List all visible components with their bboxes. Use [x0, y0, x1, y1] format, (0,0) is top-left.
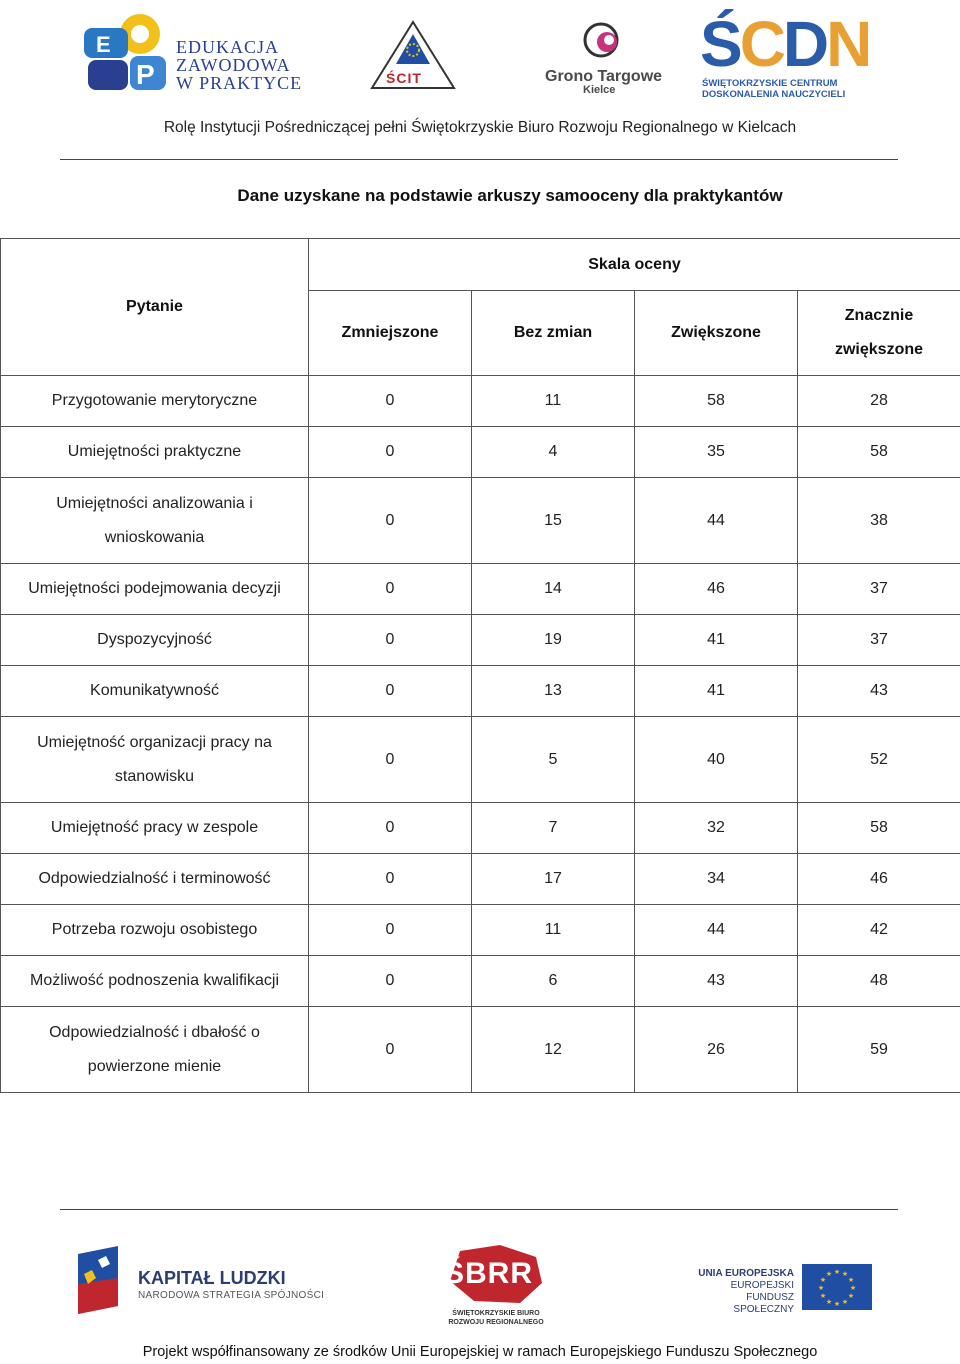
value-cell: 46: [798, 854, 960, 905]
scdn-letter-d: D: [782, 8, 827, 80]
value-cell: 37: [798, 564, 960, 615]
table-row: [1, 717, 960, 803]
ezp-line-2: ZAWODOWA: [176, 55, 291, 75]
question-cell: Dyspozycyjność: [1, 615, 309, 666]
value-cell: 0: [309, 803, 472, 854]
svg-text:★: ★: [819, 1276, 827, 1284]
sbrr-logo: [440, 1243, 550, 1329]
value-cell: 15: [472, 478, 635, 564]
eu-line-1: UNIA EUROPEJSKA: [698, 1268, 794, 1279]
value-cell: 14: [472, 564, 635, 615]
column-header-decreased: Zmniejszone: [309, 291, 472, 376]
ezp-logo-text: [176, 38, 302, 92]
scdn-logo: [700, 8, 888, 100]
value-cell: 32: [635, 803, 798, 854]
sbrr-sub-line-1: ŚWIĘTOKRZYSKIE BIURO: [452, 1310, 540, 1317]
question-column-header: Pytanie: [1, 239, 309, 376]
question-line-2: wnioskowania: [104, 528, 205, 546]
eu-line-3: FUNDUSZ SPOŁECZNY: [733, 1292, 794, 1315]
svg-text:★: ★: [833, 1300, 841, 1308]
value-cell: 0: [309, 427, 472, 478]
value-cell: 7: [472, 803, 635, 854]
self-assessment-table: [0, 238, 960, 1093]
scdn-letter-s: Ś: [700, 8, 740, 80]
cofinancing-note: Projekt współfinansowany ze środków Unii Europejskiej w ramach Europejskiego Funduszu Społecznego: [142, 1344, 818, 1360]
ezp-line-1: EDUKACJA: [176, 37, 280, 57]
question-cell: [1, 478, 309, 564]
column-header-last-line-2: zwiększone: [834, 341, 924, 358]
value-cell: 11: [472, 376, 635, 427]
value-cell: 5: [472, 717, 635, 803]
table-row: [1, 803, 960, 854]
question-line-1: Umiejętność organizacji pracy na: [37, 733, 272, 751]
scale-header: Skala oceny: [309, 239, 960, 291]
grono-name: Grono Targowe: [545, 68, 663, 85]
svg-text:E: E: [96, 32, 111, 57]
value-cell: 0: [309, 905, 472, 956]
kapital-ludzki-title: KAPITAŁ LUDZKI: [138, 1268, 286, 1288]
scdn-letter-c: C: [739, 8, 783, 80]
kapital-ludzki-logo: [78, 1244, 325, 1316]
value-cell: 46: [635, 564, 798, 615]
header-divider: [60, 159, 898, 160]
question-cell: Odpowiedzialność i terminowość: [1, 854, 309, 905]
scdn-mark: [700, 8, 869, 80]
table-row: [1, 905, 960, 956]
kapital-ludzki-subtitle: NARODOWA STRATEGIA SPÓJNOŚCI: [138, 1290, 325, 1301]
svg-text:★: ★: [819, 1292, 827, 1300]
column-header-last-line-1: Znacznie: [844, 307, 914, 324]
sbrr-subtitle: [448, 1309, 544, 1327]
table-header-row: [1, 239, 960, 291]
question-line-1: Umiejętności analizowania i: [56, 494, 253, 512]
value-cell: 17: [472, 854, 635, 905]
value-cell: 44: [635, 478, 798, 564]
scdn-subtitle: [702, 78, 845, 100]
value-cell: 43: [635, 956, 798, 1007]
value-cell: 12: [472, 1007, 635, 1093]
value-cell: 0: [309, 564, 472, 615]
scit-logo: [370, 20, 456, 92]
value-cell: 6: [472, 956, 635, 1007]
value-cell: 44: [635, 905, 798, 956]
question-line-1: Odpowiedzialność i dbałość o: [49, 1023, 260, 1041]
value-cell: 38: [798, 478, 960, 564]
intermediary-institution-note: Rolę Instytucji Pośredniczącej pełni Świętokrzyskie Biuro Rozwoju Regionalnego w Kielcach: [163, 119, 797, 136]
value-cell: 58: [798, 803, 960, 854]
value-cell: 0: [309, 717, 472, 803]
question-line-2: stanowisku: [114, 767, 195, 785]
sbrr-mark: ŚBRR: [444, 1257, 534, 1290]
question-cell: Umiejętności podejmowania decyzji: [1, 564, 309, 615]
table-row: [1, 666, 960, 717]
table-row: [1, 1007, 960, 1093]
value-cell: 11: [472, 905, 635, 956]
value-cell: 0: [309, 615, 472, 666]
footer-divider: [60, 1209, 898, 1210]
eu-logo-text: [698, 1268, 794, 1316]
svg-text:★: ★: [817, 1284, 825, 1292]
value-cell: 41: [635, 666, 798, 717]
value-cell: 13: [472, 666, 635, 717]
document-title: Dane uzyskane na podstawie arkuszy samooceny dla praktykantów: [237, 186, 783, 205]
svg-text:★: ★: [825, 1298, 833, 1306]
value-cell: 0: [309, 376, 472, 427]
value-cell: 0: [309, 956, 472, 1007]
scit-logo-text: ŚCIT: [386, 70, 422, 86]
svg-text:★: ★: [841, 1270, 849, 1278]
value-cell: 41: [635, 615, 798, 666]
question-line-2: powierzone mienie: [87, 1057, 222, 1075]
scdn-letter-n: N: [826, 8, 870, 80]
value-cell: 0: [309, 854, 472, 905]
grono-city: Kielce: [583, 84, 616, 96]
question-cell: Przygotowanie merytoryczne: [1, 376, 309, 427]
value-cell: 59: [798, 1007, 960, 1093]
value-cell: 4: [472, 427, 635, 478]
question-cell: Potrzeba rozwoju osobistego: [1, 905, 309, 956]
grono-targowe-logo: [545, 18, 665, 98]
svg-text:★: ★: [847, 1276, 855, 1284]
svg-text:P: P: [136, 59, 155, 90]
value-cell: 52: [798, 717, 960, 803]
svg-text:★: ★: [847, 1292, 855, 1300]
value-cell: 35: [635, 427, 798, 478]
column-header-significantly-increased: [798, 291, 960, 376]
question-cell: Umiejętności praktyczne: [1, 427, 309, 478]
scdn-sub-line-1: ŚWIĘTOKRZYSKIE CENTRUM: [702, 78, 838, 89]
value-cell: 34: [635, 854, 798, 905]
svg-text:★: ★: [825, 1270, 833, 1278]
value-cell: 19: [472, 615, 635, 666]
value-cell: 42: [798, 905, 960, 956]
value-cell: 28: [798, 376, 960, 427]
column-header-unchanged: Bez zmian: [472, 291, 635, 376]
ezp-line-3: W PRAKTYCE: [176, 73, 303, 93]
question-cell: Możliwość podnoszenia kwalifikacji: [1, 956, 309, 1007]
value-cell: 37: [798, 615, 960, 666]
value-cell: 0: [309, 1007, 472, 1093]
value-cell: 26: [635, 1007, 798, 1093]
eu-flag-icon: [802, 1264, 872, 1310]
ezp-emblem-icon: [78, 8, 174, 98]
value-cell: 40: [635, 717, 798, 803]
table-row: [1, 956, 960, 1007]
question-cell: [1, 717, 309, 803]
value-cell: 58: [798, 427, 960, 478]
ezp-logo: [78, 8, 303, 98]
value-cell: 58: [635, 376, 798, 427]
table-row: [1, 854, 960, 905]
table-row: [1, 376, 960, 427]
eu-logo: [698, 1264, 876, 1315]
value-cell: 43: [798, 666, 960, 717]
value-cell: 0: [309, 478, 472, 564]
table-row: [1, 478, 960, 564]
table-row: [1, 615, 960, 666]
table-row: [1, 427, 960, 478]
table-row: [1, 564, 960, 615]
kapital-ludzki-flag-icon: [78, 1244, 122, 1316]
value-cell: 0: [309, 666, 472, 717]
question-cell: Komunikatywność: [1, 666, 309, 717]
eu-line-2: EUROPEJSKI: [730, 1280, 794, 1291]
grono-swirl-icon: [545, 18, 665, 68]
sbrr-sub-line-2: ROZWOJU REGIONALNEGO: [448, 1319, 544, 1326]
question-cell: [1, 1007, 309, 1093]
value-cell: 48: [798, 956, 960, 1007]
svg-text:★: ★: [849, 1284, 857, 1292]
scdn-sub-line-2: DOSKONALENIA NAUCZYCIELI: [702, 89, 846, 100]
svg-text:★: ★: [841, 1298, 849, 1306]
question-cell: Umiejętność pracy w zespole: [1, 803, 309, 854]
svg-text:★: ★: [833, 1268, 841, 1276]
column-header-increased: Zwiększone: [635, 291, 798, 376]
